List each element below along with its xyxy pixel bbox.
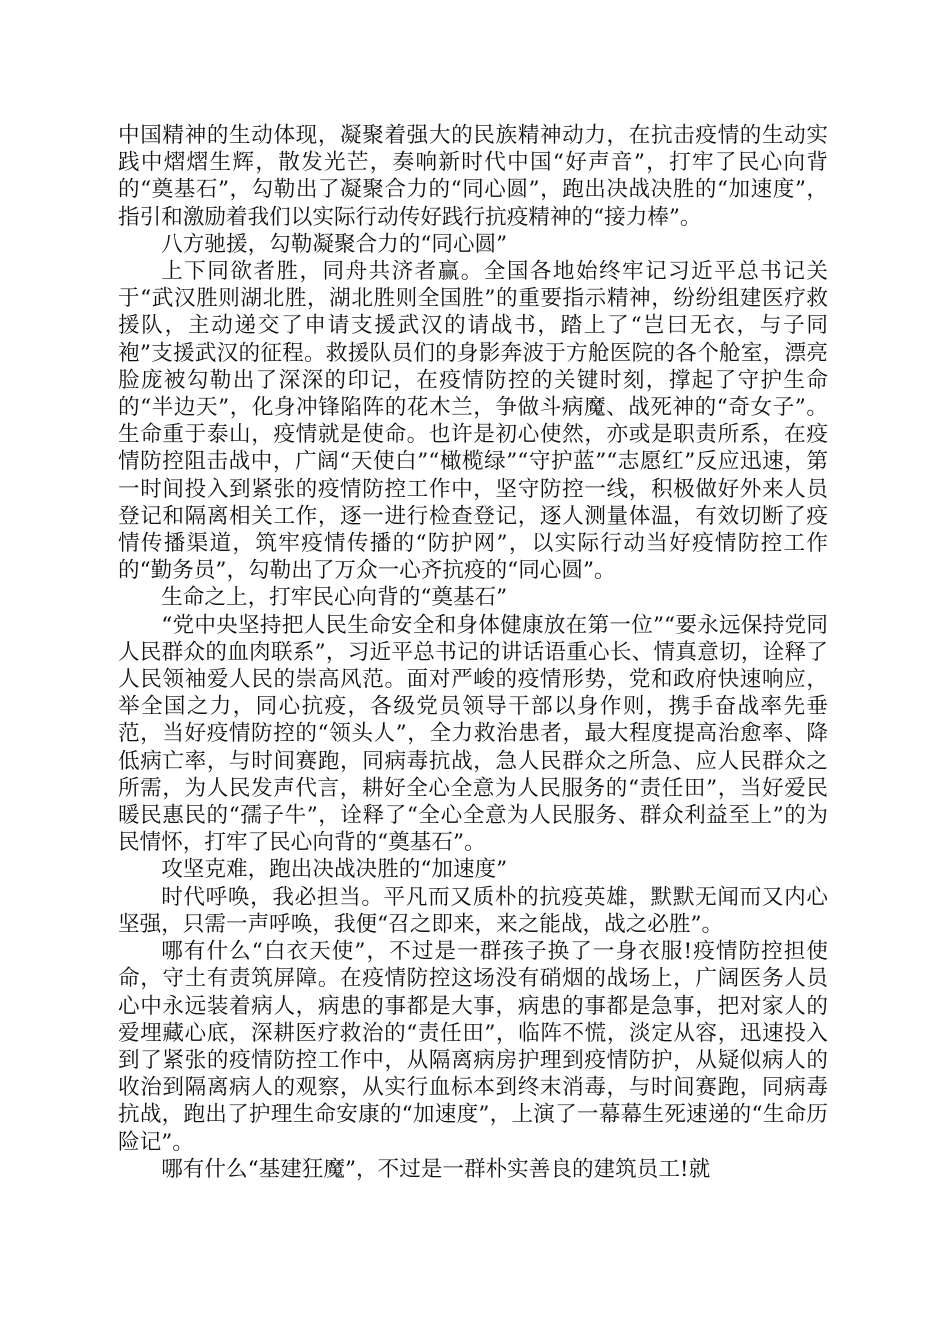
section-heading-1: 八方驰援，勾勒凝聚合力的“同心圆” [161,231,508,257]
paragraph-5: 哪有什么“白衣天使”，不过是一群孩子换了一身衣服!疫情防控担使命，守土有责筑屏障。在疫情防控这场没有硝烟的战场上，广阔医务人员心中永远装着病人，病患的事都是大事，病患的事都是急事，把对家人的爱埋藏心底，深耕医疗救治的“责任田”，临阵不慌，淡定从容，迅速投入到了紧张的疫情防控工作中，从隔离病房护理到疫情防护，从疑似病人的收治到隔离病人的观察，从实行血标本到终末消毒，与时间赛跑，同病毒抗战，跑出了护理生命安康的“加速度”，上演了一幕幕生死速递的“生命历险记”。 [118,939,828,1155]
paragraph-6: 哪有什么“基建狂魔”，不过是一群朴实善良的建筑员工!就 [161,1156,711,1182]
paragraph-4: 时代呼唤，我必担当。平凡而又质朴的抗疫英雄，默默无闻而又内心坚强，只需一声呼唤，我便“召之即来，来之能战，战之必胜”。 [118,884,828,937]
paragraph-1: 中国精神的生动体现，凝聚着强大的民族精神动力，在抗击疫情的生动实践中熠熠生辉，散发光芒，奏响新时代中国“好声音”，打牢了民心向背的“奠基石”，勾勒出了凝聚合力的“同心圆”，跑出决战决胜的“加速度”，指引和激励着我们以实际行动传好践行抗疫精神的“接力棒”。 [118,123,828,230]
section-heading-3: 攻坚克难，跑出决战决胜的“加速度” [161,857,508,883]
paragraph-3: “党中央坚持把人民生命安全和身体健康放在第一位”“要永远保持党同人民群众的血肉联系”，习近平总书记的讲话语重心长、情真意切，诠释了人民领袖爱人民的崇高风范。面对严峻的疫情形势，党和政府快速响应，举全国之力，同心抗疫，各级党员领导干部以身作则，携手奋战率先垂范，当好疫情防控的“领头人”，全力救治患者，最大程度提高治愈率、降低病亡率，与时间赛跑，同病毒抗战，急人民群众之所急、应人民群众之所需，为人民发声代言，耕好全心全意为人民服务的“责任田”，当好爱民暖民惠民的“孺子牛”，诠释了“全心全意为人民服务、群众利益至上”的为民情怀，打牢了民心向背的“奠基石”。 [118,612,828,856]
document-page [118,122,828,1183]
paragraph-2: 上下同欲者胜，同舟共济者赢。全国各地始终牢记习近平总书记关于“武汉胜则湖北胜，湖北胜则全国胜”的重要指示精神，纷纷组建医疗救援队，主动递交了申请支援武汉的请战书，踏上了“岂曰无衣，与子同袍”支援武汉的征程。救援队员们的身影奔波于方舱医院的各个舱室，漂亮脸庞被勾勒出了深深的印记，在疫情防控的关键时刻，撑起了守护生命的“半边天”，化身冲锋陷阵的花木兰，争做斗病魔、战死神的“奇女子”。生命重于泰山，疫情就是使命。也许是初心使然，亦或是职责所系，在疫情防控阻击战中，广阔“天使白”“橄榄绿”“守护蓝”“志愿红”反应迅速，第一时间投入到紧张的疫情防控工作中，坚守防控一线，积极做好外来人员登记和隔离相关工作，逐一进行检查登记，逐人测量体温，有效切断了疫情传播渠道，筑牢疫情传播的“防护网”，以实际行动当好疫情防控工作的“勤务员”，勾勒出了万众一心齐抗疫的“同心圆”。 [118,259,828,584]
section-heading-2: 生命之上，打牢民心向背的“奠基石” [161,585,508,611]
